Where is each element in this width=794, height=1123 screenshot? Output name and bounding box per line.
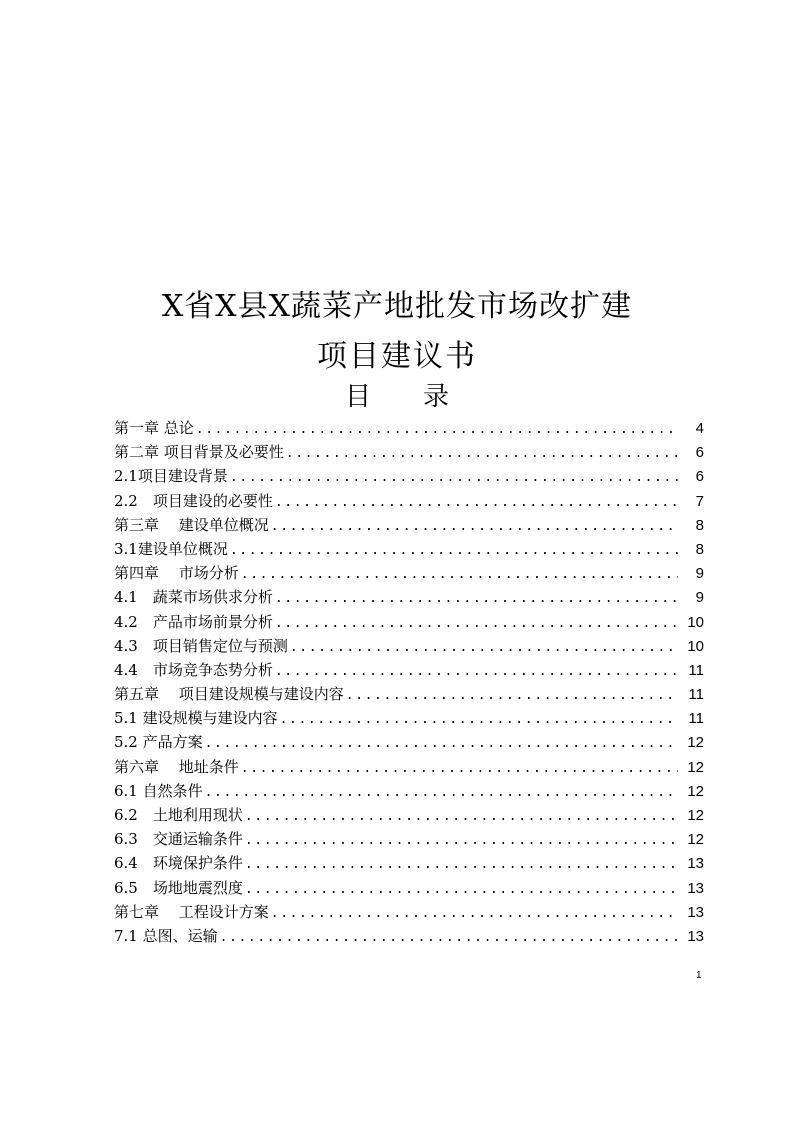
- toc-entry-page: 13: [687, 927, 704, 945]
- toc-leader-dots: [194, 418, 678, 440]
- toc-entry-label: 第一章 总论: [114, 419, 194, 437]
- toc-leader-dots: [284, 442, 678, 464]
- toc-entry-page: 12: [687, 831, 704, 849]
- toc-leader-dots: [273, 660, 678, 682]
- toc-entry-page: 12: [687, 782, 704, 800]
- toc-entry[interactable]: [114, 416, 704, 440]
- toc-entry-label: 4.4 市场竞争态势分析: [114, 660, 273, 679]
- toc-entry-label: 5.1 建设规模与建设内容: [114, 709, 278, 728]
- toc-entry[interactable]: [114, 851, 704, 875]
- toc-entry-page: 13: [687, 855, 704, 873]
- toc-entry-label: 4.2 产品市场前景分析: [114, 612, 273, 631]
- toc-entry-label: 6.2 土地利用现状: [114, 806, 243, 824]
- toc-leader-dots: [228, 539, 678, 561]
- toc-entry-label: 第六章 地址条件: [114, 757, 239, 776]
- toc-leader-dots: [269, 515, 678, 537]
- toc-leader-dots: [273, 612, 678, 634]
- toc-entry-page: 8: [695, 516, 704, 534]
- toc-entry-label: 3.1建设单位概况: [114, 539, 228, 558]
- toc-entry-page: 12: [687, 734, 704, 752]
- toc-entry-page: 8: [695, 540, 704, 558]
- toc-entry-label: 4.3 项目销售定位与预测: [114, 636, 288, 655]
- toc-heading: 目 录: [344, 382, 449, 412]
- toc-leader-dots: [203, 781, 678, 803]
- toc-entry-page: 7: [695, 492, 704, 510]
- toc-leader-dots: [273, 491, 678, 513]
- toc-leader-dots: [243, 853, 678, 875]
- toc-entry-label: 5.2 产品方案: [114, 733, 203, 752]
- toc-entry-page: 10: [687, 613, 704, 631]
- toc-entry-page: 6: [695, 444, 704, 462]
- toc-entry[interactable]: [114, 803, 704, 827]
- toc-entry[interactable]: [114, 464, 704, 488]
- toc-leader-dots: [273, 587, 678, 609]
- toc-entry-page: 6: [695, 468, 704, 486]
- toc-entry-label: 第二章 项目背景及必要性: [114, 443, 284, 462]
- toc-entry-page: 11: [688, 710, 704, 728]
- toc-entry[interactable]: [114, 730, 704, 754]
- toc-leader-dots: [288, 636, 678, 658]
- toc-entry[interactable]: [114, 682, 704, 706]
- toc-entry-page: 9: [695, 565, 704, 583]
- toc-leader-dots: [243, 878, 678, 900]
- page-number: 1: [696, 970, 702, 981]
- toc-entry-label: 2.2 项目建设的必要性: [114, 491, 273, 510]
- toc-leader-dots: [344, 684, 678, 706]
- toc-entry[interactable]: [114, 827, 704, 851]
- toc-entry-label: 7.1 总图、运输: [114, 926, 218, 945]
- toc-entry-label: 第三章 建设单位概况: [114, 515, 269, 534]
- toc-entry[interactable]: [114, 610, 704, 634]
- toc-entry-label: 第五章 项目建设规模与建设内容: [114, 685, 344, 704]
- document-title: X省X县X蔬菜产地批发市场改扩建: [161, 289, 633, 324]
- toc-entry-label: 4.1 蔬菜市场供求分析: [114, 588, 273, 607]
- toc-leader-dots: [243, 805, 678, 827]
- toc-leader-dots: [228, 466, 678, 488]
- document-subtitle: 项目建议书: [317, 339, 477, 374]
- toc-entry-page: 13: [687, 879, 704, 897]
- toc-entry-label: 6.5 场地地震烈度: [114, 878, 243, 897]
- toc-leader-dots: [243, 829, 678, 851]
- toc-leader-dots: [269, 902, 678, 924]
- toc-entry-label: 第七章 工程设计方案: [114, 902, 269, 921]
- toc-entry-page: 4: [695, 420, 704, 437]
- toc-entry-label: 2.1项目建设背景: [114, 467, 228, 486]
- toc-leader-dots: [203, 732, 678, 754]
- toc-entry[interactable]: [114, 706, 704, 730]
- toc-entry[interactable]: [114, 489, 704, 513]
- toc-leader-dots: [239, 757, 678, 779]
- toc-entry-page: 10: [687, 637, 704, 655]
- toc-entry[interactable]: [114, 755, 704, 779]
- toc-leader-dots: [239, 563, 678, 585]
- toc-entry-page: 11: [688, 661, 704, 679]
- toc-entry-page: 9: [695, 589, 704, 607]
- toc-leader-dots: [278, 708, 678, 730]
- toc-entry[interactable]: [114, 924, 704, 948]
- toc-leader-dots: [218, 926, 678, 948]
- toc-entry-label: 6.4 环境保护条件: [114, 854, 243, 873]
- toc-entry-label: 6.3 交通运输条件: [114, 830, 243, 849]
- toc-entry[interactable]: [114, 585, 704, 609]
- toc-entry[interactable]: [114, 876, 704, 900]
- toc-entry-label: 6.1 自然条件: [114, 781, 203, 800]
- toc-entry[interactable]: [114, 537, 704, 561]
- toc-entry[interactable]: [114, 440, 704, 464]
- toc-entry[interactable]: [114, 900, 704, 924]
- toc-entry-page: 13: [687, 903, 704, 921]
- toc-entry-page: 12: [687, 758, 704, 776]
- toc-entry-page: 12: [687, 807, 704, 824]
- toc-entry[interactable]: [114, 634, 704, 658]
- toc-entry-label: 第四章 市场分析: [114, 564, 239, 583]
- table-of-contents: [114, 416, 704, 948]
- toc-entry[interactable]: [114, 513, 704, 537]
- toc-entry[interactable]: [114, 658, 704, 682]
- toc-entry[interactable]: [114, 779, 704, 803]
- toc-entry[interactable]: [114, 561, 704, 585]
- toc-entry-page: 11: [688, 686, 704, 704]
